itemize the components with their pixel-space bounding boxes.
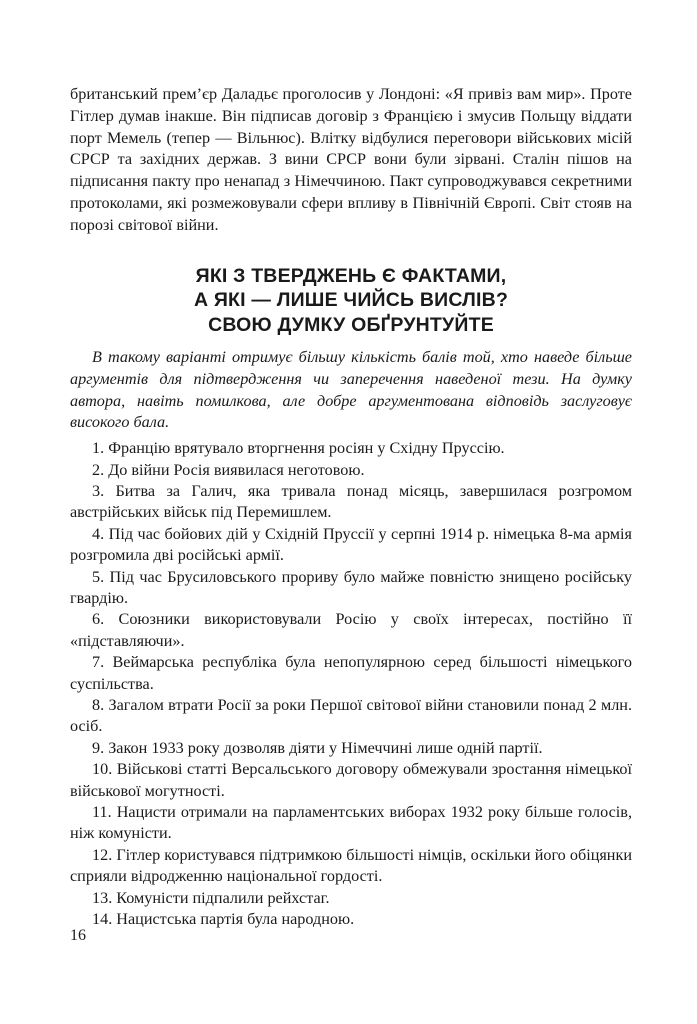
heading-line: СВОЮ ДУМКУ ОБҐРУНТУЙТЕ <box>208 314 494 337</box>
statement-item: 11. Нацисти отримали на парламентських виборах 1932 року більше голосів, ніж комуністи. <box>70 803 632 843</box>
page-number: 16 <box>70 927 86 944</box>
statement-item: 13. Комуністи підпалили рейхстаг. <box>92 888 330 907</box>
statement-item: 7. Веймарська республіка була непопулярною серед більшості німецького суспільства. <box>70 653 632 693</box>
page-body <box>70 84 632 931</box>
statement-item: 9. Закон 1933 року дозволяв діяти у Німеччині лише одній партії. <box>92 738 543 757</box>
statement-item: 4. Під час бойових дій у Східній Пруссії у серпні 1914 р. німецька 8-ма армія розгромила дві російські армії. <box>70 524 632 565</box>
statement-item: 5. Під час Брусиловського прориву було майже повністю знищено російську гвардію. <box>70 567 632 607</box>
statement-item: 3. Битва за Галич, яка тривала понад місяць, завершилася розгромом австрійських військ під Перемишлем. <box>70 481 632 522</box>
statement-item: 10. Військові статті Версальського договору обмежували зростання німецької військової могутності. <box>70 760 632 800</box>
statement-item: 1. Францію врятувало вторгнення росіян у Східну Пруссію. <box>92 439 505 458</box>
heading-line: ЯКІ З ТВЕРДЖЕНЬ Є ФАКТАМИ, <box>195 264 507 287</box>
statement-item: 6. Союзники використовували Росію у своїх інтересах, постійно її «підставляючи». <box>70 610 632 650</box>
statement-item: 12. Гітлер користувався підтримкою більшості німців, оскільки його обіцянки сприяли відродженню національної гордості. <box>70 845 632 886</box>
statement-item: 8. Загалом втрати Росії за роки Першої світової війни становили понад 2 млн. осіб. <box>70 696 632 736</box>
body-paragraph: британський прем’єр Даладьє проголосив у Лондоні: «Я привіз вам мир». Проте Гітлер думав інакше. Він підписав договір з Францією і змусив Польщу віддати порт Мемель (тепер — Вільнюс). Влітку відбулися переговори військових місій СРСР та західних держав. З вини СРСР вони були зірвані. Сталін пішов на підписання пакту про ненапад з Німеччиною. Пакт супроводжувався секретними протоколами, які розмежовували сфери впливу в Північній Європі. Світ стояв на порозі світової війни. <box>70 85 632 234</box>
statement-item: 14. Нацистська партія була народною. <box>92 910 355 929</box>
section-intro: В такому варіанті отримує більшу кількість балів той, хто наведе більше аргументів для підтвердження чи заперечення наведеної тези. На думку автора, навіть помилкова, але добре аргументована відповідь заслуговує високого бала. <box>70 347 632 432</box>
section-heading <box>70 264 632 338</box>
heading-line: А ЯКІ — ЛИШЕ ЧИЙСЬ ВИСЛІВ? <box>193 289 509 312</box>
statement-item: 2. До війни Росія виявилася неготовою. <box>92 460 365 479</box>
statement-list <box>70 438 632 930</box>
